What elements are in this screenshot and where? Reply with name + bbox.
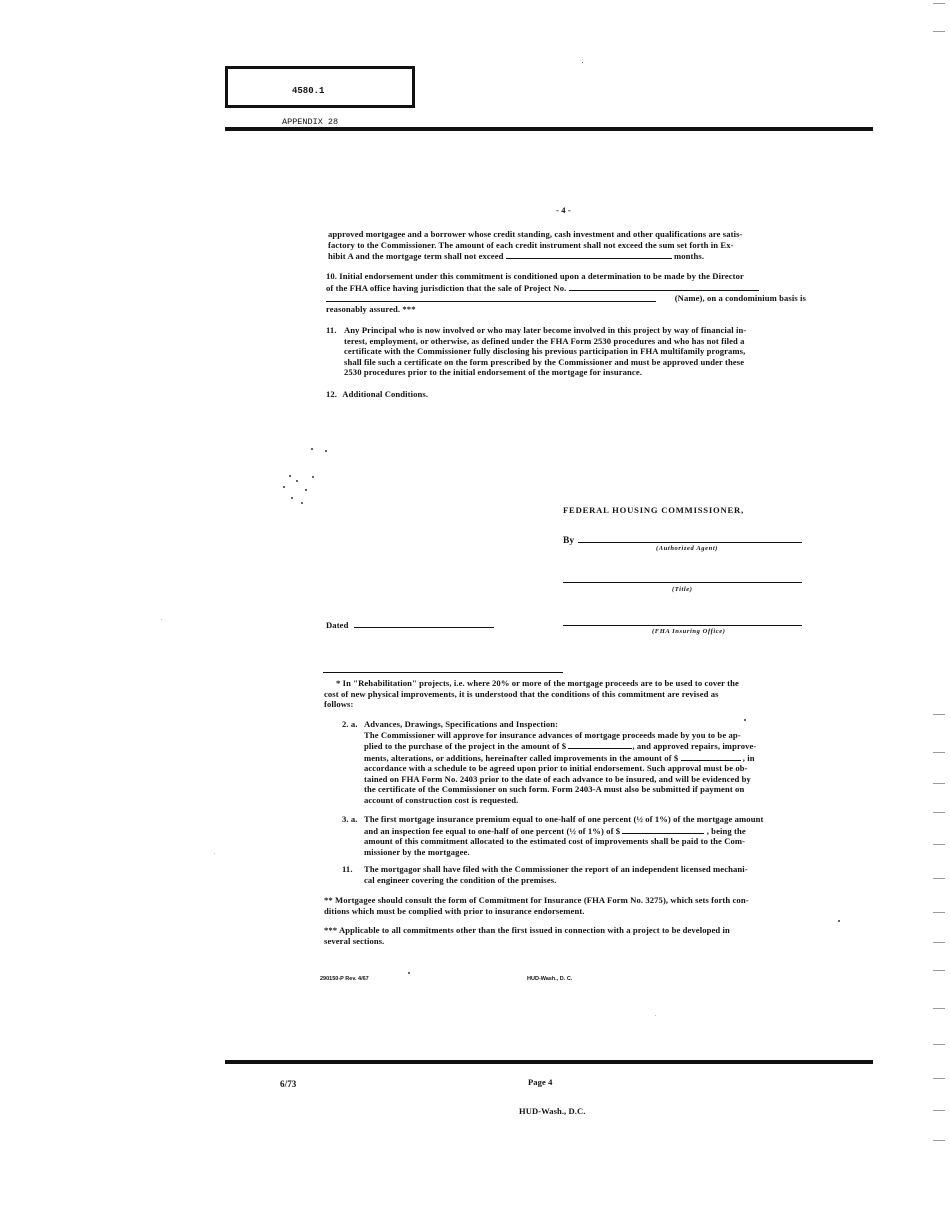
- paragraph-number: 11.: [326, 325, 337, 335]
- form-number-box: [225, 66, 415, 108]
- scan-speck: [289, 475, 291, 477]
- rehabilitation-footnote: [324, 678, 799, 710]
- text-line: several sections.: [324, 935, 385, 946]
- margin-tick: [933, 783, 945, 784]
- text-fragment: and an inspection fee equal to one-half of one percent (½ of 1%) of $: [364, 825, 621, 836]
- scan-speck: [312, 476, 314, 478]
- dated-label: Dated: [326, 620, 349, 630]
- text-line: The mortgagor shall have filed with the Commissioner the report of an independent licensed mechani-: [364, 864, 748, 874]
- text-line: factory to the Commissioner. The amount of each credit instrument shall not exceed the sum set forth in Ex-: [328, 239, 734, 250]
- text-line: [326, 282, 806, 294]
- margin-tick: [933, 878, 945, 879]
- text-line: ** Mortgagee should consult the form of Commitment for Insurance (FHA Form No. 3275), which sets forth con-: [324, 895, 749, 905]
- text-line: terest, employment, or otherwise, as defined under the FHA Form 2530 procedures and who has not filed a: [344, 335, 745, 346]
- text-line: reasonably assured. ***: [326, 303, 416, 314]
- paragraph-approved-mortgagee: [328, 229, 803, 262]
- text-line: *** Applicable to all commitments other than the first issued in connection with a project to be developed in: [324, 925, 730, 935]
- text-line: 10. Initial endorsement under this commitment is conditioned upon a determination to be made by the Director: [326, 271, 744, 281]
- title-caption: (Title): [672, 586, 693, 593]
- margin-tick: [933, 912, 945, 913]
- text-line: [364, 825, 808, 837]
- text-fragment: , and approved repairs, improve-: [632, 741, 757, 751]
- scan-speck: [838, 920, 840, 922]
- margin-tick: [933, 3, 945, 4]
- scan-speck: [296, 480, 298, 482]
- item-number: 11.: [342, 864, 353, 874]
- paragraph-text: Additional Conditions.: [342, 389, 429, 399]
- text-line: Advances, Drawings, Specifications and Inspection:: [364, 719, 559, 729]
- footer-page: Page 4: [528, 1077, 553, 1087]
- scan-speck: [301, 502, 303, 504]
- scan-speck: [283, 486, 285, 488]
- improvements-amount-blank: [681, 752, 741, 761]
- margin-tick: [933, 1044, 945, 1045]
- scan-speck: [311, 448, 313, 450]
- text-line: ditions which must be complied with prior to insurance endorsement.: [324, 905, 585, 916]
- form-number: 4580.1: [292, 86, 325, 96]
- margin-tick: [933, 31, 945, 32]
- text-line: missioner by the mortgagee.: [364, 846, 470, 857]
- double-star-footnote: [324, 895, 804, 916]
- text-line: certificate with the Commissioner fully disclosing his previous participation in FHA multifamily programs,: [344, 346, 746, 356]
- text-line: [364, 752, 804, 764]
- mortgage-term-blank: [506, 250, 672, 259]
- paragraph-11: [326, 325, 804, 378]
- margin-tick: [933, 752, 945, 753]
- text-line: tained on FHA Form No. 2403 prior to the date of each advance to be insured, and will be evidenced by: [364, 773, 751, 784]
- title-line: [563, 582, 802, 583]
- scan-speck: [408, 972, 410, 974]
- text-fragment: ments, alterations, or additions, hereinafter called improvements in the amount of $: [364, 752, 679, 763]
- page-marker: - 4 -: [556, 205, 571, 215]
- paragraph-number: 12.: [326, 389, 338, 399]
- project-name-blank: [326, 293, 656, 302]
- text-line: follows:: [324, 699, 354, 709]
- text-line: cal engineer covering the condition of the premises.: [364, 874, 557, 885]
- text-line: The first mortgage insurance premium equal to one-half of one percent (½ of 1%) of the mortgage amount: [364, 814, 764, 824]
- margin-tick: [933, 1078, 945, 1079]
- paragraph-10: [326, 271, 806, 314]
- scan-speck: [325, 450, 327, 452]
- fha-office-caption: (FHA Insuring Office): [652, 628, 726, 635]
- scan-speck: [582, 62, 583, 63]
- text-line: [328, 250, 803, 262]
- text-fragment: of the FHA office having jurisdiction that the sale of Project No.: [326, 282, 567, 293]
- item-number: 2. a.: [342, 719, 358, 729]
- footer-rule: [225, 1060, 873, 1064]
- item-11-rehab: [342, 864, 808, 885]
- dated-line: [354, 627, 494, 628]
- print-office: HUD-Wash., D. C.: [527, 976, 573, 982]
- footer-office: HUD-Wash., D.C.: [519, 1106, 586, 1116]
- footnote-separator: [323, 672, 563, 673]
- margin-tick: [933, 942, 945, 943]
- margin-tick: [933, 812, 945, 813]
- text-line: approved mortgagee and a borrower whose credit standing, cash investment and other qualifications are satis-: [328, 229, 743, 239]
- authorized-agent-caption: (Authorized Agent): [656, 545, 719, 552]
- margin-tick: [933, 714, 945, 715]
- margin-tick: [933, 970, 945, 971]
- fha-office-line: [563, 625, 802, 626]
- text-line: [326, 293, 806, 304]
- text-fragment: months.: [674, 251, 705, 261]
- text-line: The Commissioner will approve for insurance advances of mortgage proceeds made by you to be ap-: [364, 729, 741, 740]
- text-line: Any Principal who is now involved or who may later become involved in this project by way of financial in-: [344, 325, 747, 335]
- triple-star-footnote: [324, 925, 804, 946]
- text-line: cost of new physical improvements, it is understood that the conditions of this commitment are revised as: [324, 688, 719, 699]
- paragraph-12: [326, 389, 428, 400]
- footer-date: 6/73: [280, 1079, 297, 1089]
- by-label: By: [563, 536, 575, 546]
- form-code: 290150-P Rev. 4/67: [320, 976, 369, 982]
- text-line: [364, 740, 804, 752]
- scan-speck: [291, 497, 293, 499]
- text-line: accordance with a schedule to be agreed upon prior to initial endorsement. Such approval must be ob-: [364, 763, 748, 773]
- item-3a: [342, 814, 808, 857]
- scan-speck: [305, 489, 307, 491]
- margin-tick: [933, 1110, 945, 1111]
- text-fragment: (Name), on a condominium basis is: [674, 293, 806, 303]
- purchase-amount-blank: [568, 740, 632, 749]
- margin-tick: [933, 1140, 945, 1141]
- scan-speck: [214, 853, 215, 854]
- inspection-fee-blank: [622, 825, 704, 834]
- scan-speck: [161, 619, 162, 620]
- text-fragment: , being the: [706, 825, 746, 836]
- text-line: 2530 procedures prior to the initial endorsement of the mortgage for insurance.: [344, 367, 642, 377]
- text-fragment: , in: [742, 752, 755, 763]
- text-line: account of construction cost is requested.: [364, 794, 519, 805]
- header-rule: [225, 127, 873, 131]
- text-line: shall file such a certificate on the form prescribed by the Commissioner and must be approved under these: [344, 356, 745, 367]
- margin-tick: [933, 1008, 945, 1009]
- project-number-blank: [569, 282, 759, 291]
- text-fragment: plied to the purchase of the project in the amount of $: [364, 741, 567, 751]
- item-number: 3. a.: [342, 814, 358, 824]
- text-line: amount of this commitment allocated to the estimated cost of improvements shall be paid to the Com-: [364, 836, 746, 846]
- item-2a: [342, 719, 804, 805]
- agent-signature-line: [578, 542, 802, 543]
- scan-speck: [655, 1015, 656, 1016]
- margin-tick: [933, 844, 945, 845]
- text-fragment: hibit A and the mortgage term shall not exceed: [328, 251, 504, 261]
- text-line: * In "Rehabilitation" projects, i.e. where 20% or more of the mortgage proceeds are to be used to cover the: [336, 678, 739, 688]
- text-line: the certificate of the Commissioner on such form. Form 2403-A must also be submitted if payment on: [364, 784, 745, 794]
- appendix-label: APPENDIX 28: [282, 117, 339, 127]
- commissioner-title: FEDERAL HOUSING COMMISSIONER,: [563, 505, 745, 515]
